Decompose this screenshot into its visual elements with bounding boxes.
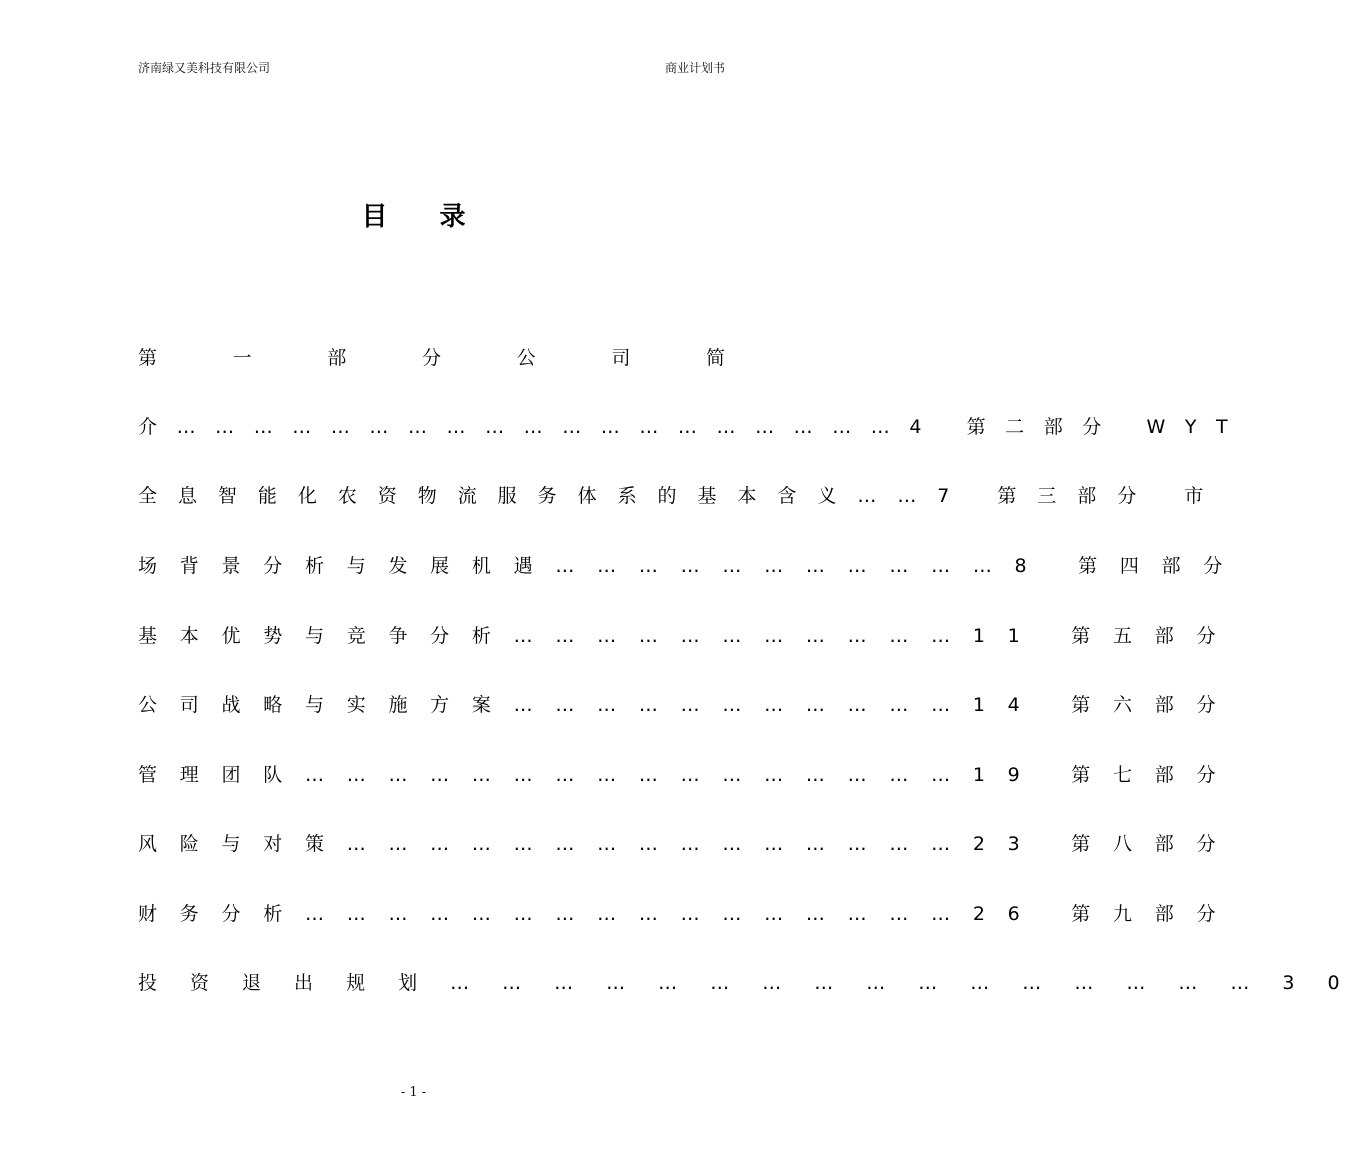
toc-line-text: 管理团队…………………………………………19 第七部分 xyxy=(138,764,1239,786)
toc-line[interactable] xyxy=(138,412,1248,442)
toc-line[interactable] xyxy=(138,551,1246,581)
toc-line-text: 基本优势与竞争分析……………………………11 第五部分 xyxy=(138,625,1239,647)
toc-line[interactable] xyxy=(138,343,725,373)
toc-line[interactable] xyxy=(138,968,1353,998)
header-company-name: 济南绿又美科技有限公司 xyxy=(138,61,271,75)
toc-line-text: 公司战略与实施方案……………………………14 第六部分 xyxy=(138,694,1239,716)
page-title: 目录 xyxy=(361,202,518,232)
header-document-type: 商业计划书 xyxy=(664,61,725,75)
toc-line[interactable] xyxy=(138,760,1239,790)
toc-line-text: 场背景分析与发展机遇……………………………8 第四部分 xyxy=(138,555,1246,577)
toc-line[interactable] xyxy=(138,481,1225,511)
toc-line-text: 全息智能化农资物流服务体系的基本含义……7 第三部分 市 xyxy=(138,485,1225,507)
toc-line-text: 投 资 退 出 规 划 … … … … … … … … … … … … … … … … 3 0 xyxy=(138,972,1353,994)
toc-line[interactable] xyxy=(138,690,1239,720)
toc-line[interactable] xyxy=(138,829,1239,859)
toc-line-text: 风险与对策………………………………………23 第八部分 xyxy=(138,833,1239,855)
toc-line-text: 介…………………………………………………4 第二部分 WYT xyxy=(138,416,1248,438)
page-number: - 1 - xyxy=(400,1085,427,1100)
toc-line[interactable] xyxy=(138,899,1239,929)
toc-line-text: 财务分析…………………………………………26 第九部分 xyxy=(138,903,1239,925)
toc-line-text: 第 一 部 分 公 司 简 xyxy=(138,347,725,369)
toc-line[interactable] xyxy=(138,621,1239,651)
